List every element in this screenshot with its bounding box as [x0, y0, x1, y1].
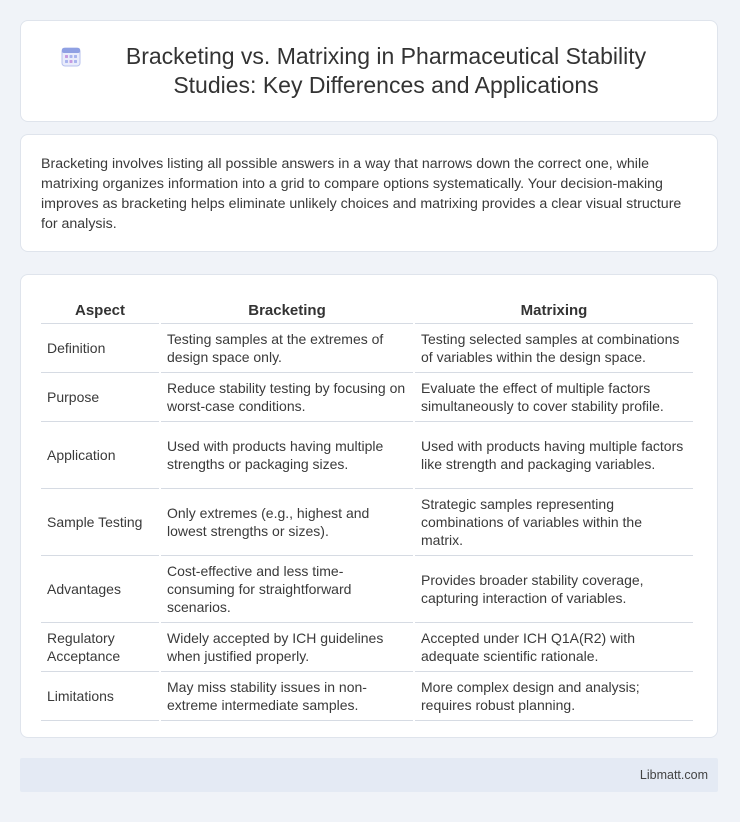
- table-row: [41, 324, 693, 373]
- row-matrixing: Evaluate the effect of multiple factors simultaneously to cover stability profile.: [415, 373, 693, 422]
- row-matrixing: Testing selected samples at combinations of variables within the design space.: [415, 324, 693, 373]
- header-aspect: Aspect: [41, 293, 159, 324]
- comparison-table: [39, 293, 695, 721]
- row-bracketing: Only extremes (e.g., highest and lowest strengths or sizes).: [161, 489, 413, 556]
- header-bracketing: Bracketing: [161, 293, 413, 324]
- title-card: [20, 20, 718, 122]
- row-aspect: Regulatory Acceptance: [41, 623, 159, 672]
- row-aspect: Application: [41, 422, 159, 489]
- row-matrixing: Used with products having multiple factors like strength and packaging variables.: [415, 422, 693, 489]
- row-matrixing: Provides broader stability coverage, capturing interaction of variables.: [415, 556, 693, 623]
- footer-brand-link[interactable]: Libmatt.com: [639, 768, 708, 782]
- row-matrixing: Accepted under ICH Q1A(R2) with adequate scientific rationale.: [415, 623, 693, 672]
- row-bracketing: Cost-effective and less time-consuming for straightforward scenarios.: [161, 556, 413, 623]
- row-matrixing: Strategic samples representing combinations of variables within the matrix.: [415, 489, 693, 556]
- row-bracketing: May miss stability issues in non-extreme intermediate samples.: [161, 672, 413, 721]
- row-bracketing: Used with products having multiple strengths or packaging sizes.: [161, 422, 413, 489]
- calendar-grid-icon: [59, 45, 83, 69]
- comparison-card: [20, 274, 718, 738]
- table-row: [41, 373, 693, 422]
- row-aspect: Advantages: [41, 556, 159, 623]
- row-aspect: Sample Testing: [41, 489, 159, 556]
- title-wrap: [59, 42, 679, 100]
- page-title: Bracketing vs. Matrixing in Pharmaceutical Stability Studies: Key Differences and Applications: [125, 43, 647, 98]
- row-bracketing: Reduce stability testing by focusing on worst-case conditions.: [161, 373, 413, 422]
- row-bracketing: Widely accepted by ICH guidelines when justified properly.: [161, 623, 413, 672]
- table-row: [41, 422, 693, 489]
- intro-paragraph: Bracketing involves listing all possible answers in a way that narrows down the correct one, while matrixing organizes information into a grid to compare options systematically. Your decision-making improves as bracketing helps eliminate unlikely choices and matrixing provides a clear visual structure for analysis.: [41, 156, 682, 232]
- intro-card: [20, 134, 718, 252]
- footer-bar: [20, 758, 718, 792]
- table-row: [41, 623, 693, 672]
- row-aspect: Limitations: [41, 672, 159, 721]
- table-row: [41, 672, 693, 721]
- row-matrixing: More complex design and analysis; requires robust planning.: [415, 672, 693, 721]
- row-aspect: Definition: [41, 324, 159, 373]
- header-matrixing: Matrixing: [415, 293, 693, 324]
- row-aspect: Purpose: [41, 373, 159, 422]
- table-row: [41, 556, 693, 623]
- row-bracketing: Testing samples at the extremes of design space only.: [161, 324, 413, 373]
- table-row: [41, 489, 693, 556]
- table-header-row: [41, 293, 693, 324]
